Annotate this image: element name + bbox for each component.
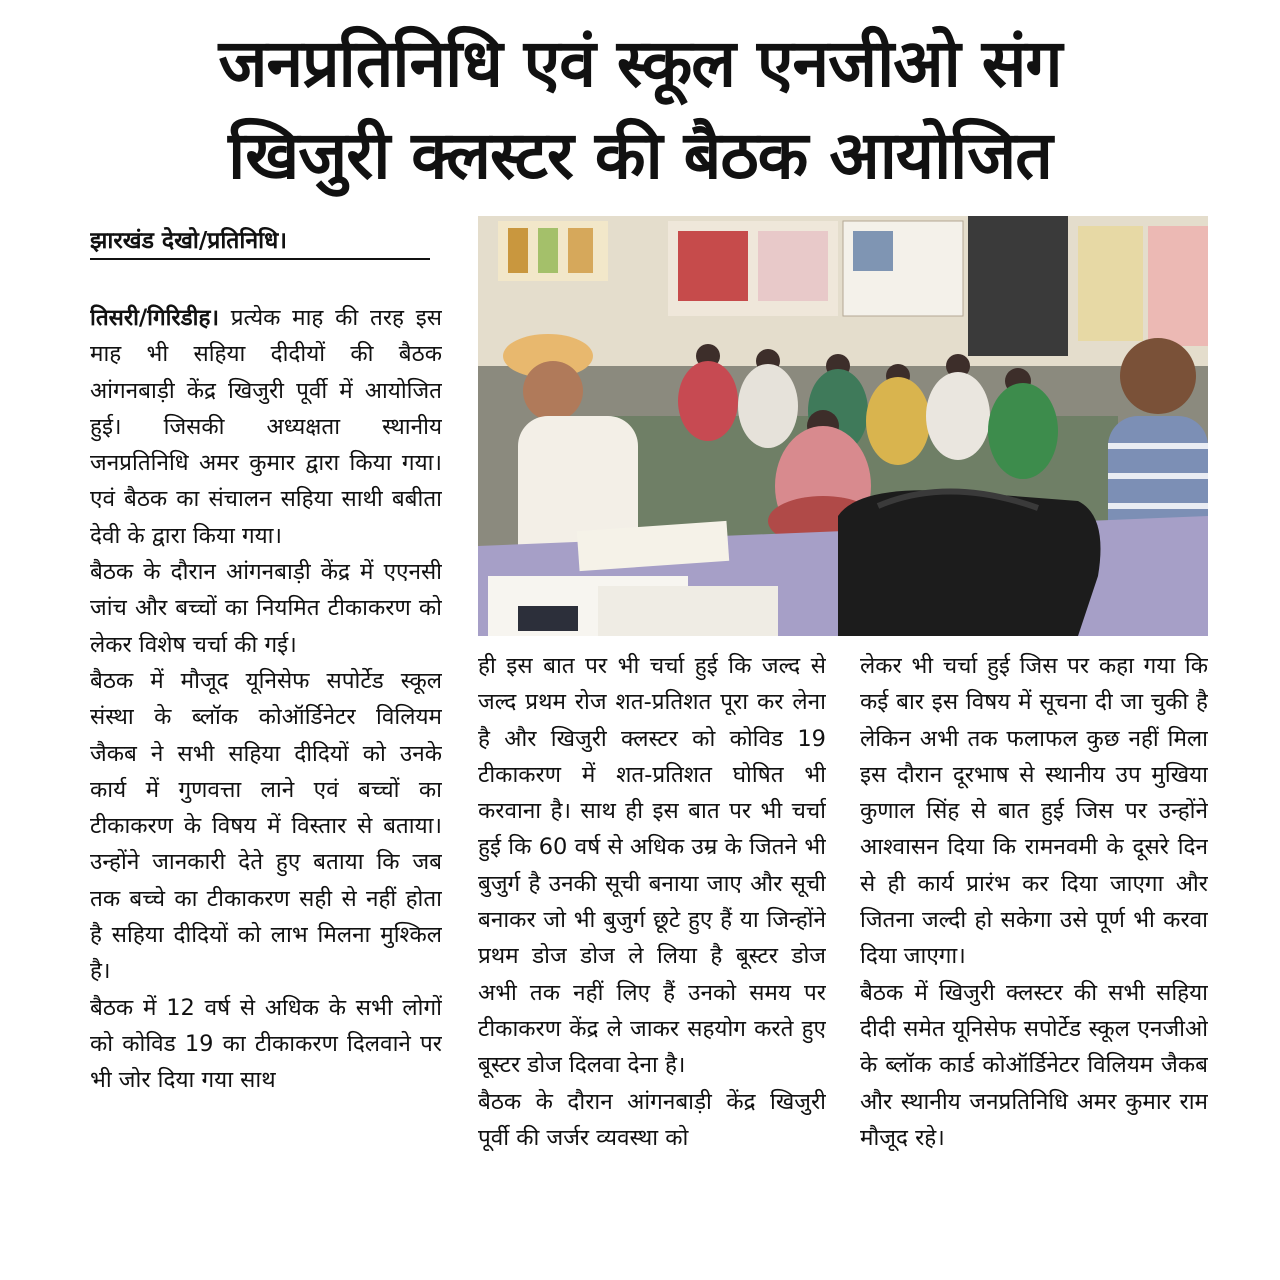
article-paragraph: लेकर भी चर्चा हुई जिस पर कहा गया कि कई बार इस विषय में सूचना दी जा चुकी है लेकिन अभी तक फलाफल कुछ नहीं मिला इस दौरान दूरभाष से स्थानीय उप मुखिया कुणाल सिंह से बात हुई जिस पर उन्होंने आश्वासन दिया कि रामनवमी के दूसरे दिन से ही कार्य प्रारंभ कर दिया जाएगा और जितना जल्दी हो सकेगा उसे पूर्ण भी करवा दिया जाएगा।: [860, 653, 1208, 970]
article-column-1: [90, 300, 442, 1268]
meeting-photo-illustration: [478, 216, 1208, 636]
article-paragraph: बैठक में मौजूद यूनिसेफ सपोर्टेड स्कूल संस्था के ब्लॉक कोऑर्डिनेटर विलियम जैकब ने सभी सहिया दीदियों को उनके कार्य में गुणवत्ता लाने एवं बच्चों का टीकाकरण के विषय में विस्तार से बताया। उन्होंने जानकारी देते हुए बताया कि जब तक बच्चे का टीकाकरण सही से नहीं होता है सहिया दीदियों को लाभ मिलना मुश्किल है।: [90, 667, 442, 985]
article-column-3: [860, 648, 1208, 1268]
article-paragraph: ही इस बात पर भी चर्चा हुई कि जल्द से जल्द प्रथम रोज शत-प्रतिशत पूरा कर लेना है और खिजुरी क्लस्टर को कोविड 19 टीकाकरण में शत-प्रतिशत घोषित भी करवाना है। साथ ही इस बात पर भी चर्चा हुई कि 60 वर्ष से अधिक उम्र के जितने भी बुजुर्ग है उनकी सूची बनाया जाए और सूची बनाकर जो भी बुजुर्ग छूटे हुए हैं या जिन्होंने प्रथम डोज डोज ले लिया है बूस्टर डोज अभी तक नहीं लिए हैं उनको समय पर टीकाकरण केंद्र ले जाकर सहयोग करते हुए बूस्टर डोज दिलवा देना है।: [478, 653, 826, 1079]
article-text: प्रत्येक माह की तरह इस माह भी सहिया दीदीयों की बैठक आंगनबाड़ी केंद्र खिजुरी पूर्वी में आयोजित हुई। जिसकी अध्यक्षता स्थानीय जनप्रतिनिधि अमर कुमार द्वारा किया गया। एवं बैठक का संचालन सहिया साथी बबीता देवी के द्वारा किया गया।: [90, 305, 442, 549]
article-paragraph: बैठक में 12 वर्ष से अधिक के सभी लोगों को कोविड 19 का टीकाकरण दिलवाने पर भी जोर दिया गया साथ: [90, 994, 442, 1094]
article-column-2: [478, 648, 826, 1268]
byline: झारखंड देखो/प्रतिनिधि।: [90, 226, 430, 260]
article-paragraph: बैठक के दौरान आंगनबाड़ी केंद्र में एएनसी जांच और बच्चों का नियमित टीकाकरण को लेकर विशेष चर्चा की गई।: [90, 559, 442, 658]
headline-line-1: जनप्रतिनिधि एवं स्कूल एनजीओ संग: [218, 25, 1062, 102]
meeting-photo: [478, 216, 1208, 636]
article-paragraph: बैठक के दौरान आंगनबाड़ी केंद्र खिजुरी पूर्वी की जर्जर व्यवस्था को: [478, 1088, 826, 1151]
headline: [40, 18, 1240, 202]
article-paragraph: बैठक में खिजुरी क्लस्टर की सभी सहिया दीदी समेत यूनिसेफ सपोर्टेड स्कूल एनजीओ के ब्लॉक कार्ड कोऑर्डिनेटर विलियम जैकब और स्थानीय जनप्रतिनिधि अमर कुमार राम मौजूद रहे।: [860, 979, 1208, 1151]
headline-line-2: खिजुरी क्लस्टर की बैठक आयोजित: [228, 117, 1052, 194]
article-paragraph: [90, 300, 442, 554]
dateline: तिसरी/गिरिडीह।: [90, 305, 219, 331]
